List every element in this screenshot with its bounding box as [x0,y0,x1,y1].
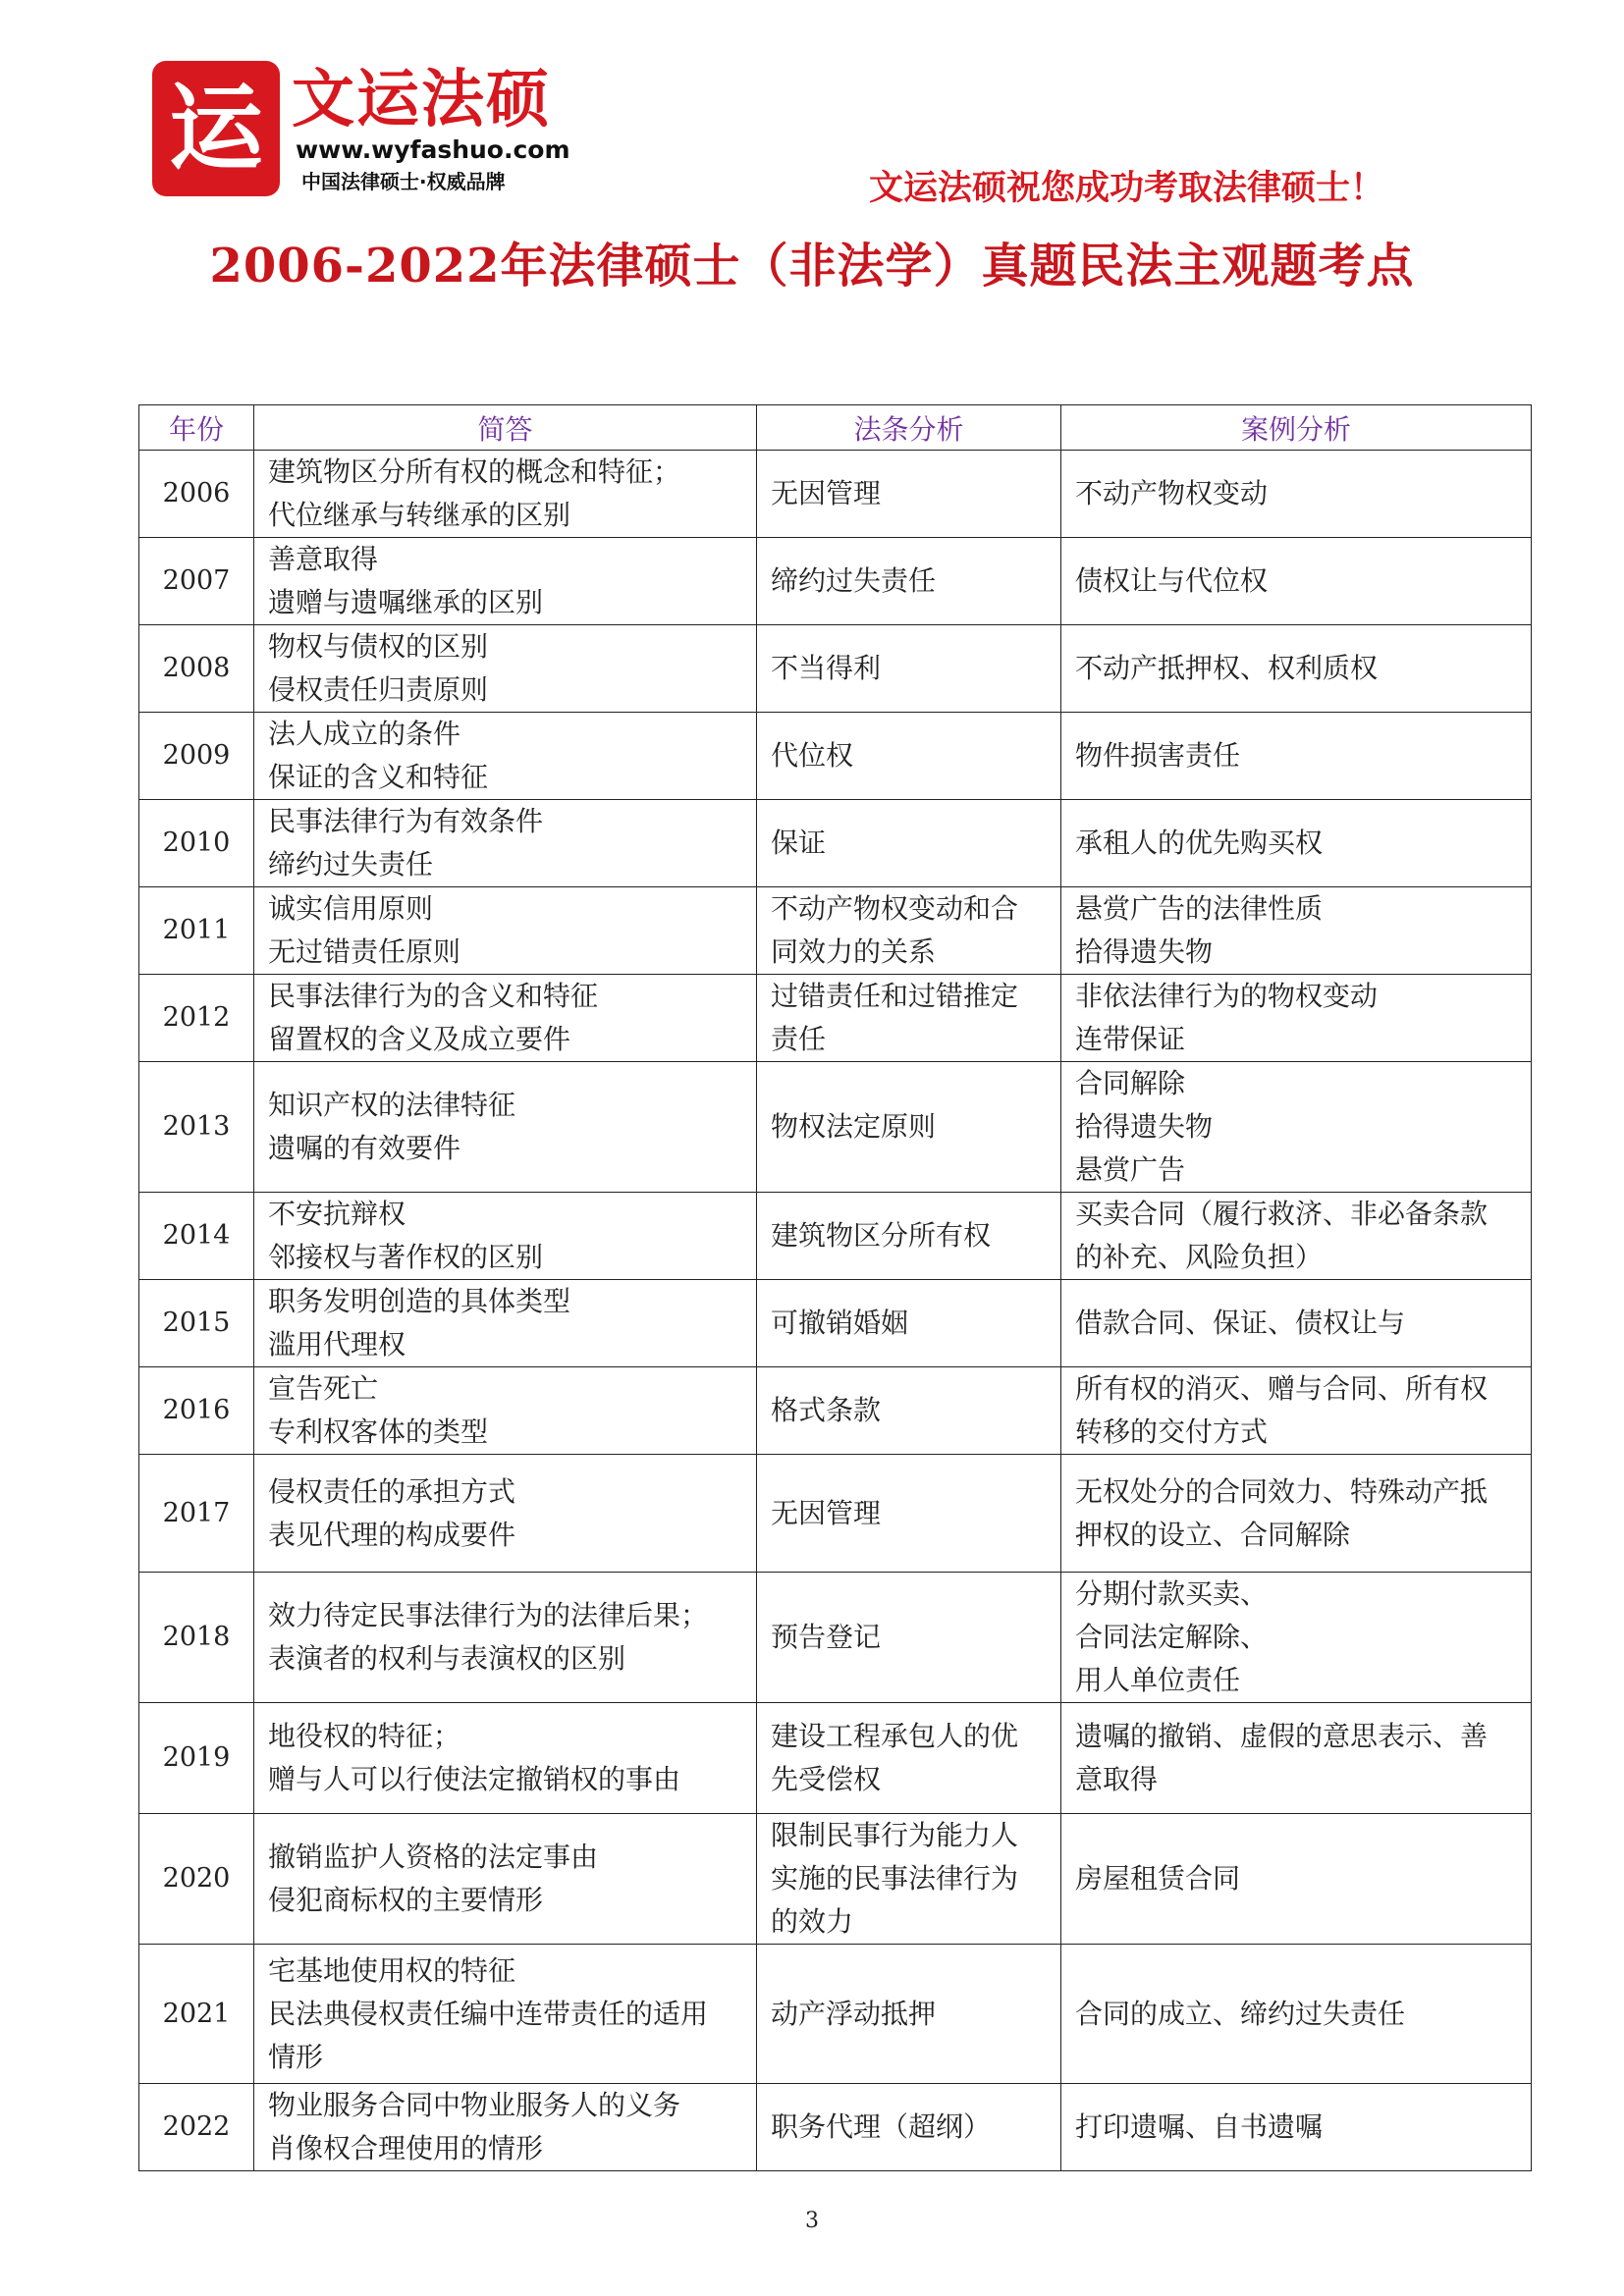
brand-logo [152,61,570,200]
table-row [139,800,1532,887]
case-cell: 承租人的优先购买权 [1061,800,1532,887]
statute-cell: 过错责任和过错推定 责任 [757,975,1061,1062]
short-answer-cell: 民事法律行为有效条件 缔约过失责任 [254,800,757,887]
short-answer-cell: 撤销监护人资格的法定事由 侵犯商标权的主要情形 [254,1814,757,1945]
table-row [139,1455,1532,1573]
statute-cell: 无因管理 [757,451,1061,538]
table-row [139,451,1532,538]
statute-cell: 预告登记 [757,1573,1061,1703]
statute-cell: 格式条款 [757,1367,1061,1455]
year-cell: 2015 [139,1280,254,1367]
case-cell: 不动产物权变动 [1061,451,1532,538]
short-answer-cell: 宅基地使用权的特征 民法典侵权责任编中连带责任的适用 情形 [254,1945,757,2084]
statute-cell: 不当得利 [757,625,1061,713]
header-short-answer: 简答 [254,405,757,451]
case-cell: 打印遗嘱、自书遗嘱 [1061,2084,1532,2171]
year-cell: 2007 [139,538,254,625]
year-cell: 2009 [139,713,254,800]
table-row [139,1367,1532,1455]
short-answer-cell: 法人成立的条件 保证的含义和特征 [254,713,757,800]
year-cell: 2014 [139,1193,254,1280]
case-cell: 债权让与代位权 [1061,538,1532,625]
statute-cell: 建筑物区分所有权 [757,1193,1061,1280]
header-statute-analysis: 法条分析 [757,405,1061,451]
case-cell: 合同的成立、缔约过失责任 [1061,1945,1532,2084]
logo-icon: 运 [152,61,280,196]
short-answer-cell: 职务发明创造的具体类型 滥用代理权 [254,1280,757,1367]
case-cell: 借款合同、保证、债权让与 [1061,1280,1532,1367]
statute-cell: 保证 [757,800,1061,887]
table-row [139,1573,1532,1703]
statute-cell: 物权法定原则 [757,1062,1061,1193]
short-answer-cell: 知识产权的法律特征 遗嘱的有效要件 [254,1062,757,1193]
year-cell: 2006 [139,451,254,538]
statute-cell: 动产浮动抵押 [757,1945,1061,2084]
statute-cell: 代位权 [757,713,1061,800]
year-cell: 2010 [139,800,254,887]
short-answer-cell: 地役权的特征； 赠与人可以行使法定撤销权的事由 [254,1703,757,1814]
header-year: 年份 [139,405,254,451]
short-answer-cell: 物权与债权的区别 侵权责任归责原则 [254,625,757,713]
year-cell: 2016 [139,1367,254,1455]
short-answer-cell: 效力待定民事法律行为的法律后果； 表演者的权利与表演权的区别 [254,1573,757,1703]
table-row [139,1945,1532,2084]
table-header-row [139,405,1532,451]
document-title: 2006-2022年法律硕士（非法学）真题民法主观题考点 [209,239,1415,294]
year-cell: 2019 [139,1703,254,1814]
case-cell: 物件损害责任 [1061,713,1532,800]
short-answer-cell: 民事法律行为的含义和特征 留置权的含义及成立要件 [254,975,757,1062]
case-cell: 房屋租赁合同 [1061,1814,1532,1945]
tagline: 文运法硕祝您成功考取法律硕士！ [868,169,1384,208]
case-cell: 分期付款买卖、 合同法定解除、 用人单位责任 [1061,1573,1532,1703]
statute-cell: 无因管理 [757,1455,1061,1573]
table-row [139,1193,1532,1280]
page-number: 3 [805,2209,819,2233]
year-cell: 2021 [139,1945,254,2084]
table-row [139,2084,1532,2171]
brand-name: 文运法硕 [292,64,551,136]
brand-url: www.wyfashuo.com [296,135,570,164]
short-answer-cell: 不安抗辩权 邻接权与著作权的区别 [254,1193,757,1280]
table-row [139,1703,1532,1814]
year-cell: 2013 [139,1062,254,1193]
table-row [139,625,1532,713]
table-row [139,887,1532,975]
table-row [139,975,1532,1062]
table-row [139,713,1532,800]
case-cell: 不动产抵押权、权利质权 [1061,625,1532,713]
case-cell: 合同解除 拾得遗失物 悬赏广告 [1061,1062,1532,1193]
year-cell: 2018 [139,1573,254,1703]
statute-cell: 不动产物权变动和合 同效力的关系 [757,887,1061,975]
year-cell: 2020 [139,1814,254,1945]
short-answer-cell: 侵权责任的承担方式 表见代理的构成要件 [254,1455,757,1573]
case-cell: 所有权的消灭、赠与合同、所有权 转移的交付方式 [1061,1367,1532,1455]
table-row [139,538,1532,625]
statute-cell: 建设工程承包人的优 先受偿权 [757,1703,1061,1814]
header-case-analysis: 案例分析 [1061,405,1532,451]
table-row [139,1280,1532,1367]
brand-slogan: 中国法律硕士·权威品牌 [301,170,506,193]
case-cell: 遗嘱的撤销、虚假的意思表示、善 意取得 [1061,1703,1532,1814]
year-cell: 2011 [139,887,254,975]
statute-cell: 职务代理（超纲） [757,2084,1061,2171]
statute-cell: 缔约过失责任 [757,538,1061,625]
year-cell: 2008 [139,625,254,713]
short-answer-cell: 物业服务合同中物业服务人的义务 肖像权合理使用的情形 [254,2084,757,2171]
statute-cell: 可撤销婚姻 [757,1280,1061,1367]
year-cell: 2017 [139,1455,254,1573]
case-cell: 悬赏广告的法律性质 拾得遗失物 [1061,887,1532,975]
year-cell: 2022 [139,2084,254,2171]
short-answer-cell: 宣告死亡 专利权客体的类型 [254,1367,757,1455]
short-answer-cell: 建筑物区分所有权的概念和特征； 代位继承与转继承的区别 [254,451,757,538]
statute-cell: 限制民事行为能力人 实施的民事法律行为 的效力 [757,1814,1061,1945]
short-answer-cell: 善意取得 遗赠与遗嘱继承的区别 [254,538,757,625]
table-row [139,1814,1532,1945]
year-cell: 2012 [139,975,254,1062]
exam-topics-table [138,404,1532,2171]
case-cell: 买卖合同（履行救济、非必备条款 的补充、风险负担） [1061,1193,1532,1280]
case-cell: 非依法律行为的物权变动 连带保证 [1061,975,1532,1062]
short-answer-cell: 诚实信用原则 无过错责任原则 [254,887,757,975]
table-row [139,1062,1532,1193]
case-cell: 无权处分的合同效力、特殊动产抵 押权的设立、合同解除 [1061,1455,1532,1573]
